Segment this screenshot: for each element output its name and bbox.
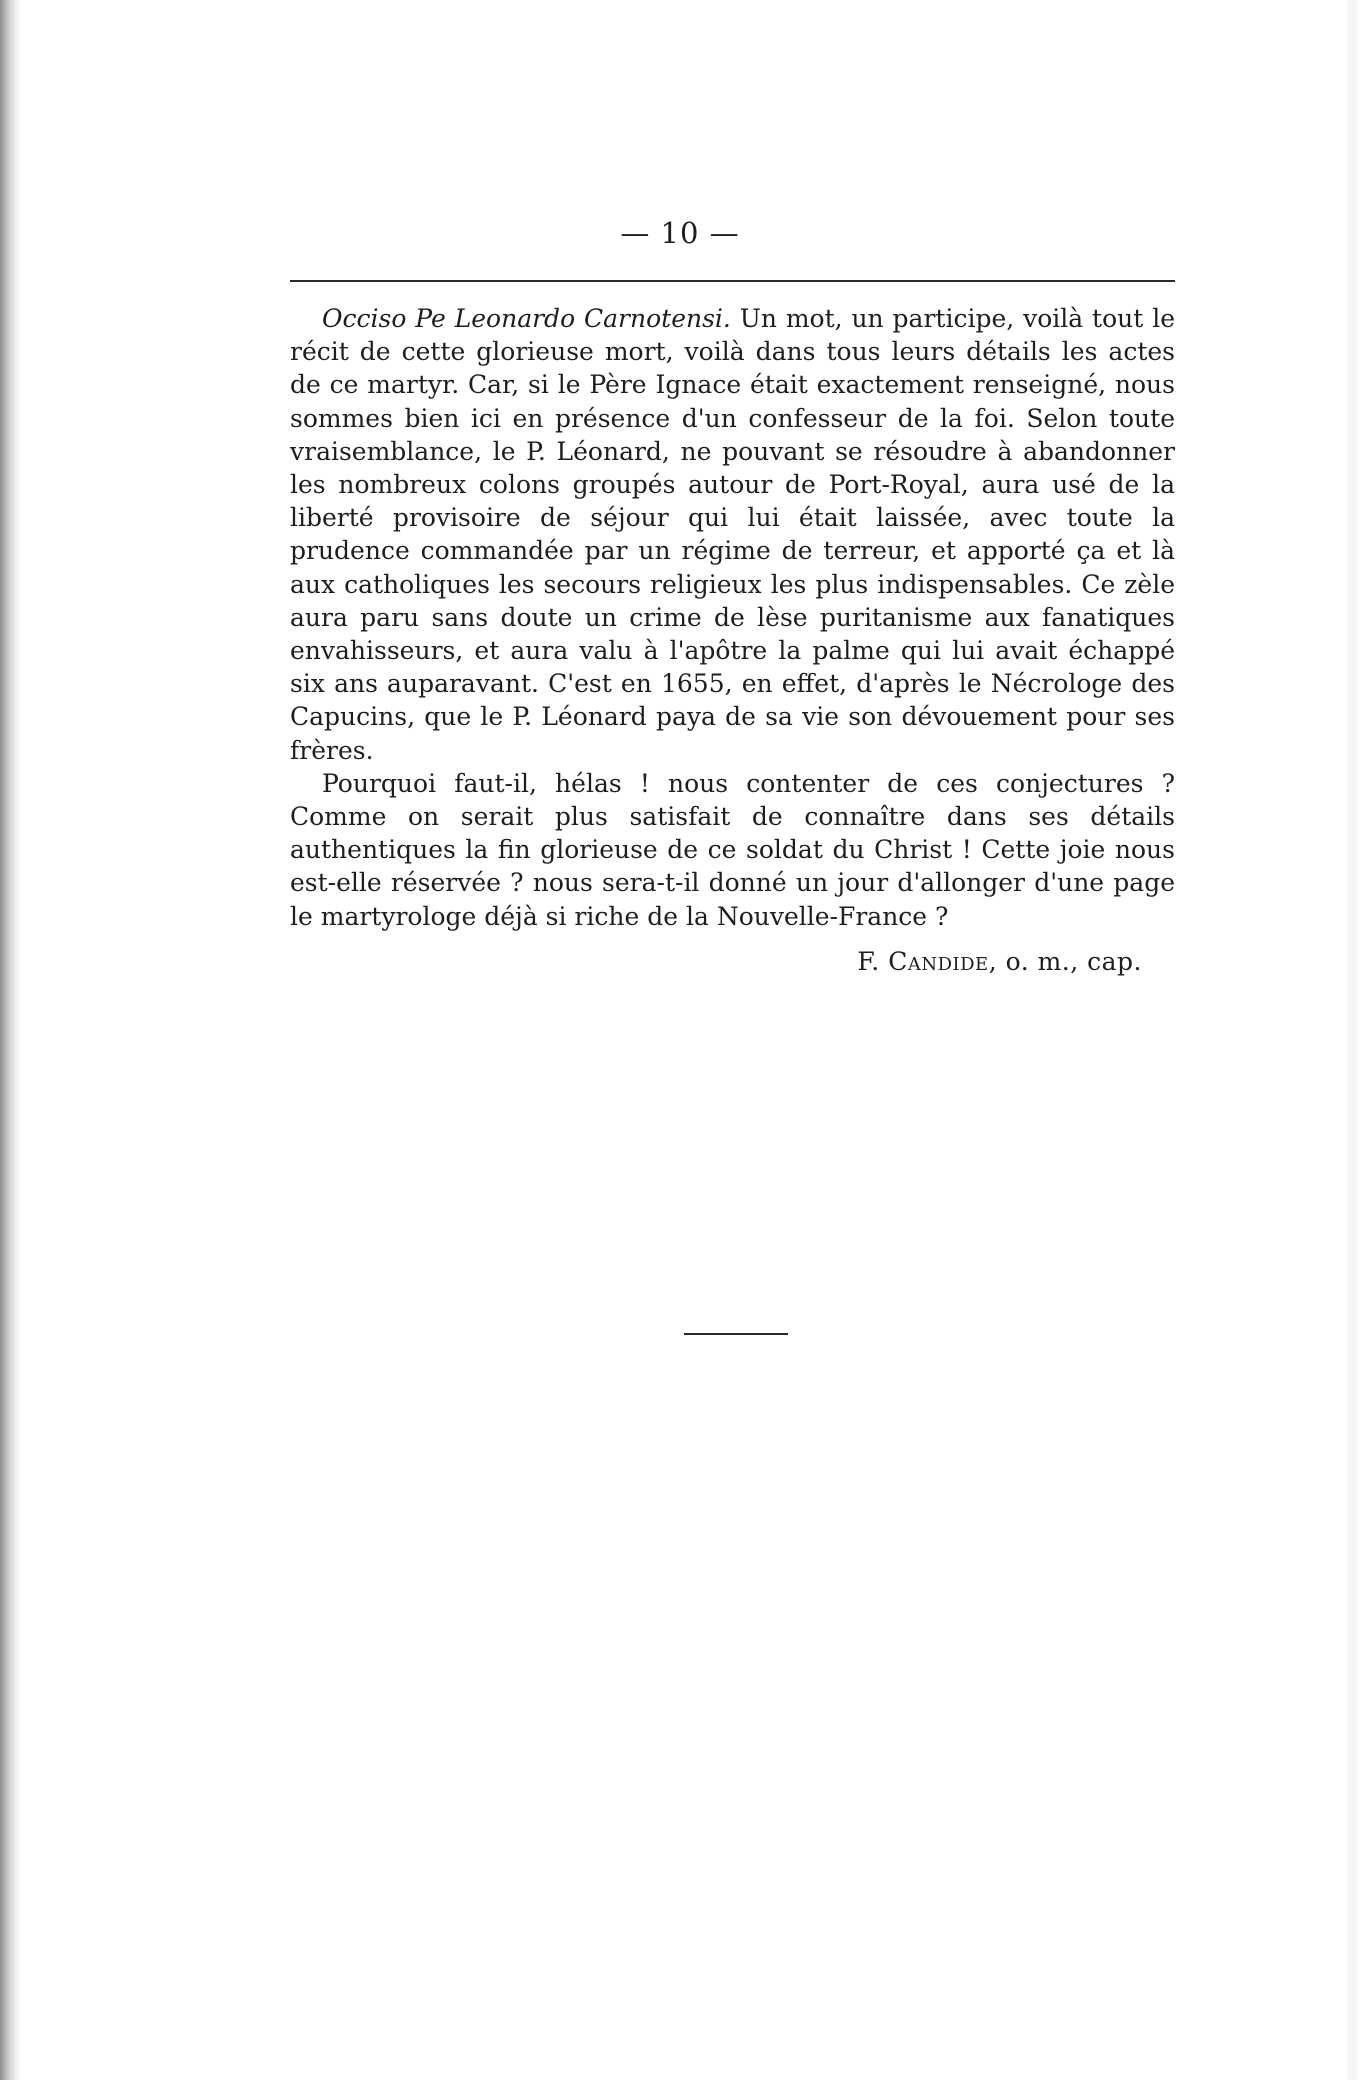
latin-quotation: Occiso Pe Leonardo Carnotensi. — [322, 304, 731, 333]
end-rule — [684, 1333, 788, 1335]
page-number: — 10 — — [620, 216, 740, 250]
signature-name: Candide — [888, 947, 989, 976]
paragraph-2-text: Pourquoi faut-il, hélas ! nous contenter de ces conjectures ? Comme on serait plus satisfait de connaître dans ses détails authentiques la fin glorieuse de ce soldat du Christ ! Cette joie nous est-elle réservée ? nous sera-t-il donné un jour d'allonger d'une page le martyrologe déjà si riche de la Nouvelle-France ? — [290, 768, 1175, 931]
scan-edge-left — [0, 0, 20, 2080]
body-text — [290, 302, 1175, 933]
paragraph-1-text: Un mot, un participe, voilà tout le récit de cette glorieuse mort, voilà dans tous leurs détails les actes de ce martyr. Car, si le Père Ignace était exactement renseigné, nous sommes bien ici en présence d'un confesseur de la foi. Selon toute vraisemblance, le P. Léonard, ne pouvant se résoudre à abandonner les nombreux colons groupés autour de Port-Royal, aura usé de la liberté provisoire de séjour qui lui était laissée, avec toute la prudence commandée par un régime de terreur, et apporté ça et là aux catholiques les secours religieux les plus indispensables. Ce zèle aura paru sans doute un crime de lèse puritanisme aux fanatiques envahisseurs, et aura valu à l'apôtre la palme qui lui avait échappé six ans auparavant. C'est en 1655, en effet, d'après le Nécrologe des Capucins, que le P. Léonard paya de sa vie son dévouement pour ses frères. — [290, 304, 1175, 765]
scan-edge-right — [1346, 0, 1360, 2080]
signature — [290, 947, 1142, 976]
signature-initial: F. — [857, 947, 889, 976]
header-rule — [290, 280, 1175, 282]
paragraph-2 — [290, 767, 1175, 933]
signature-suffix: , o. m., cap. — [988, 947, 1142, 976]
paragraph-1 — [290, 302, 1175, 767]
